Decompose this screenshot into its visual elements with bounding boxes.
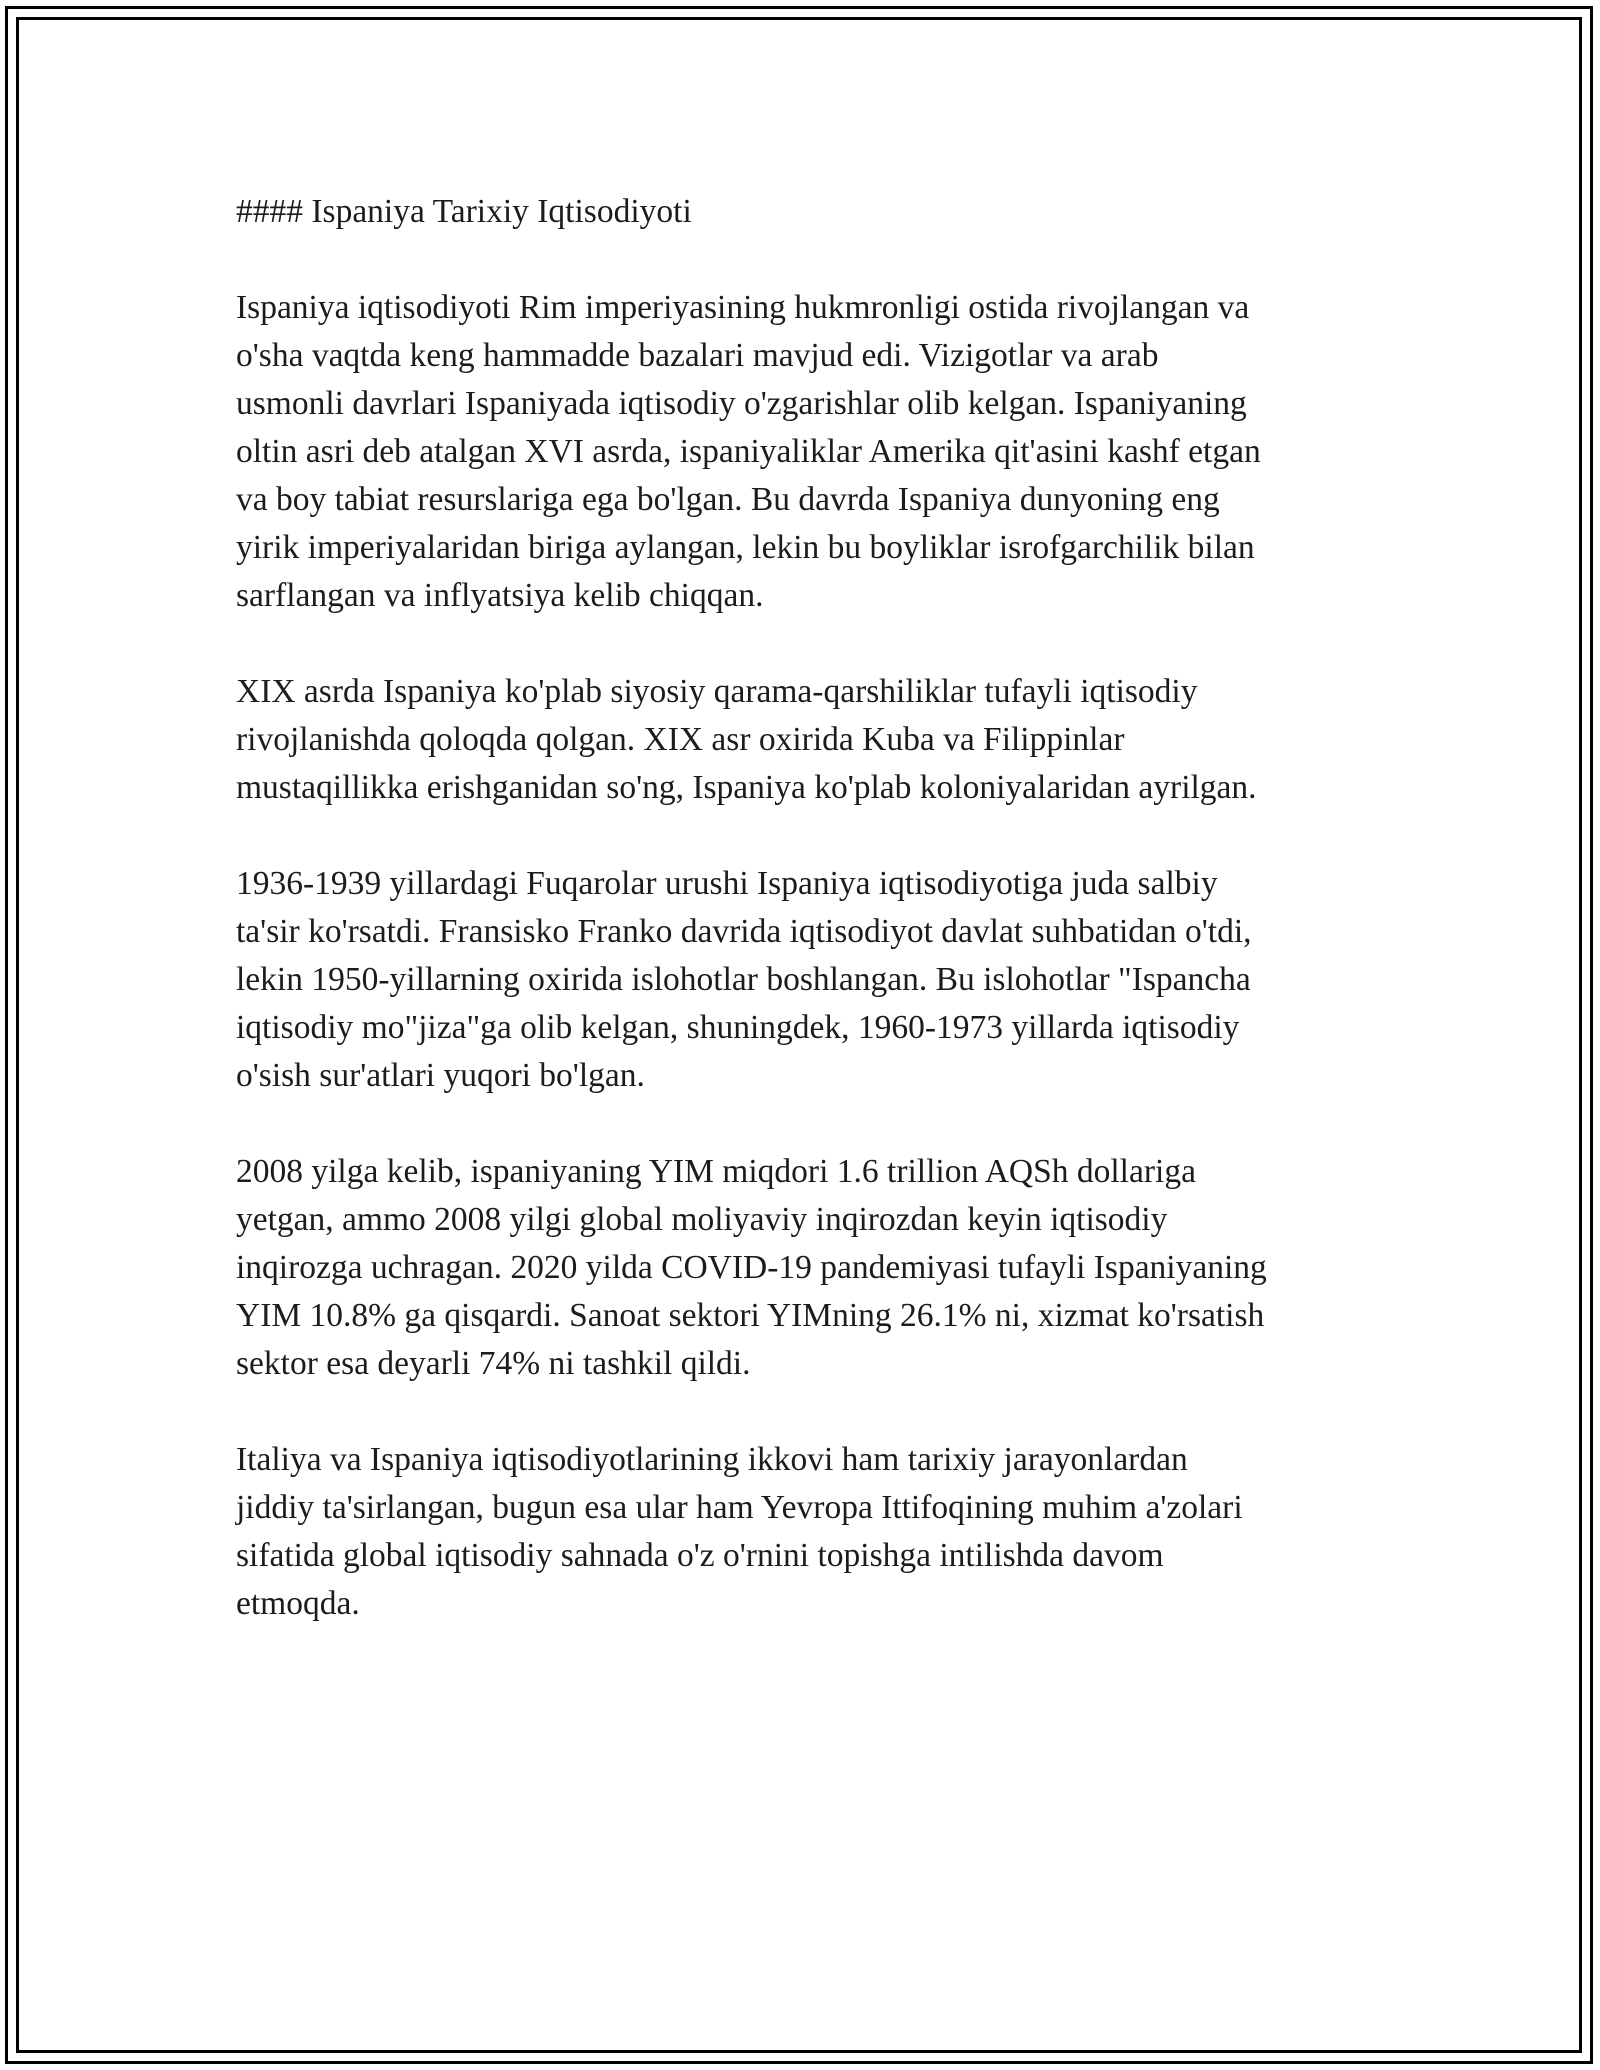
- paragraph-line: inqirozga uchragan. 2020 yilda COVID-19 pandemiyasi tufayli Ispaniyaning: [236, 1249, 1267, 1286]
- paragraph-line: o'sha vaqtda keng hammadde bazalari mavjud edi. Vizigotlar va arab: [236, 337, 1159, 374]
- paragraph: [236, 860, 1386, 1100]
- paragraph-line: rivojlanishda qoloqda qolgan. XIX asr oxirida Kuba va Filippinlar: [236, 721, 1125, 758]
- paragraph-line: etmoqda.: [236, 1585, 360, 1622]
- paragraph-line: sarflangan va inflyatsiya kelib chiqqan.: [236, 577, 764, 614]
- document-body: [236, 188, 1386, 1676]
- paragraph-line: ta'sir ko'rsatdi. Fransisko Franko davrida iqtisodiyot davlat suhbatidan o'tdi,: [236, 913, 1252, 950]
- paragraph-line: lekin 1950-yillarning oxirida islohotlar boshlangan. Bu islohotlar "Ispancha: [236, 961, 1251, 998]
- paragraph-line: XIX asrda Ispaniya ko'plab siyosiy qarama-qarshiliklar tufayli iqtisodiy: [236, 673, 1198, 710]
- paragraph: [236, 668, 1386, 812]
- paragraph-line: oltin asri deb atalgan XVI asrda, ispaniyaliklar Amerika qit'asini kashf etgan: [236, 433, 1261, 470]
- paragraph-line: Ispaniya iqtisodiyoti Rim imperiyasining hukmronligi ostida rivojlangan va: [236, 289, 1250, 326]
- paragraph-line: o'sish sur'atlari yuqori bo'lgan.: [236, 1057, 645, 1094]
- paragraph-line: sifatida global iqtisodiy sahnada o'z o'rnini topishga intilishda davom: [236, 1537, 1164, 1574]
- paragraph-list: [236, 284, 1386, 1628]
- paragraph: [236, 284, 1386, 620]
- paragraph-line: Italiya va Ispaniya iqtisodiyotlarining ikkovi ham tarixiy jarayonlardan: [236, 1441, 1188, 1478]
- document-heading: #### Ispaniya Tarixiy Iqtisodiyoti: [236, 193, 692, 230]
- paragraph-line: yetgan, ammo 2008 yilgi global moliyaviy inqirozdan keyin iqtisodiy: [236, 1201, 1168, 1238]
- paragraph-line: usmonli davrlari Ispaniyada iqtisodiy o'zgarishlar olib kelgan. Ispaniyaning: [236, 385, 1247, 422]
- paragraph-line: yirik imperiyalaridan biriga aylangan, lekin bu boyliklar isrofgarchilik bilan: [236, 529, 1255, 566]
- paragraph-line: 1936-1939 yillardagi Fuqarolar urushi Ispaniya iqtisodiyotiga juda salbiy: [236, 865, 1218, 902]
- paragraph-line: sektor esa deyarli 74% ni tashkil qildi.: [236, 1345, 751, 1382]
- paragraph-line: va boy tabiat resurslariga ega bo'lgan. Bu davrda Ispaniya dunyoning eng: [236, 481, 1220, 518]
- paragraph: [236, 1436, 1386, 1628]
- paragraph-line: YIM 10.8% ga qisqardi. Sanoat sektori YIMning 26.1% ni, xizmat ko'rsatish: [236, 1297, 1265, 1334]
- paragraph-line: 2008 yilga kelib, ispaniyaning YIM miqdori 1.6 trillion AQSh dollariga: [236, 1153, 1196, 1190]
- paragraph-line: iqtisodiy mo"jiza"ga olib kelgan, shuningdek, 1960-1973 yillarda iqtisodiy: [236, 1009, 1240, 1046]
- paragraph-line: mustaqillikka erishganidan so'ng, Ispaniya ko'plab koloniyalaridan ayrilgan.: [236, 769, 1257, 806]
- paragraph-line: jiddiy ta'sirlangan, bugun esa ular ham Yevropa Ittifoqining muhim a'zolari: [236, 1489, 1243, 1526]
- paragraph: [236, 1148, 1386, 1388]
